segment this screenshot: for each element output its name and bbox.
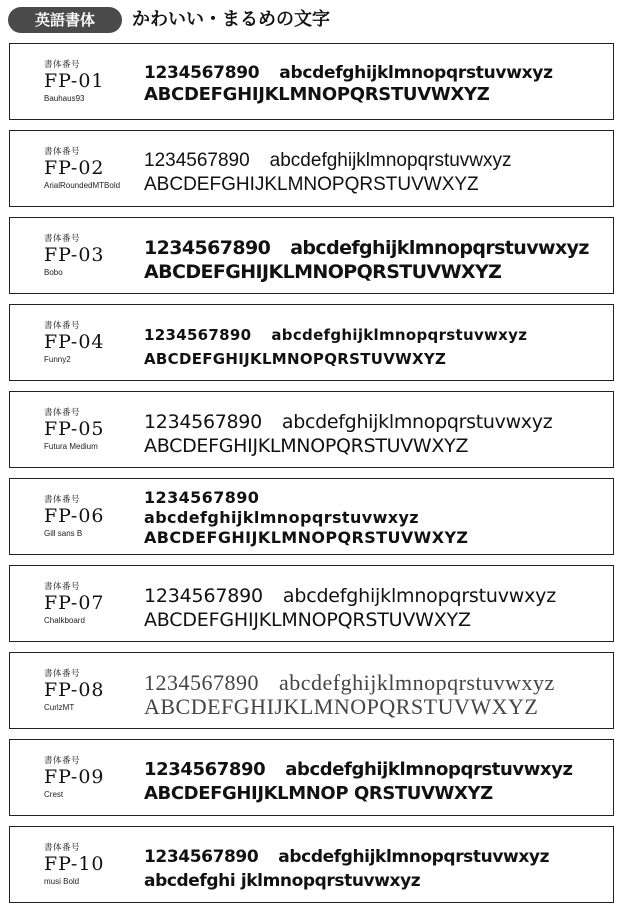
font-code: FP-10 [44,853,105,875]
digits-sample: 1234567890 [144,326,252,344]
font-name: Bobo [44,268,63,277]
digits-sample: 1234567890 [144,237,271,259]
lowercase-sample: abcdefghijklmnopqrstuvwxyz [278,847,550,867]
font-name: musi Bold [44,877,80,886]
font-meta [44,408,144,452]
lowercase-sample: abcdefghijklmnopqrstuvwxyz [281,411,553,433]
font-code: FP-08 [44,679,105,701]
digits-sample: 1234567890 [144,63,260,83]
font-number-label: 書体番号 [44,408,81,418]
lowercase-sample: abcdefghijklmnopqrstuvwxyz [290,237,589,259]
font-code: FP-07 [44,592,105,614]
font-sample-fp-04 [9,304,614,381]
font-meta [44,321,144,365]
font-number-label: 書体番号 [44,756,81,766]
font-meta [44,495,144,539]
font-number-label: 書体番号 [44,495,81,505]
uppercase-sample: ABCDEFGHIJKLMNOPQRSTUVWXYZ [144,528,469,547]
category-badge: 英語書体 [8,7,122,33]
page-header [8,6,608,34]
font-sample-text [144,671,609,719]
digits-sample: 1234567890 [144,488,260,507]
font-number-label: 書体番号 [44,582,81,592]
font-sample-text [144,488,609,548]
font-name: Bauhaus93 [44,94,85,103]
uppercase-sample: ABCDEFGHIJKLMNOP QRSTUVWXYZ [144,783,493,804]
font-meta [44,582,144,626]
font-sample-fp-06 [9,478,614,555]
digits-sample: 1234567890 [144,847,259,867]
section-title: かわいい・まるめの文字 [132,9,330,30]
font-name: Chalkboard [44,616,85,625]
uppercase-sample: ABCDEFGHIJKLMNOPQRSTUVWXYZ [144,261,502,283]
digits-sample: 1234567890 [144,670,259,695]
font-sample-fp-05 [9,391,614,468]
font-meta [44,60,144,104]
font-code: FP-04 [44,331,105,353]
font-sample-fp-09 [9,739,614,816]
uppercase-sample: ABCDEFGHIJKLMNOPQRSTUVWXYZ [144,694,539,719]
uppercase-sample: ABCDEFGHIJKLMNOPQRSTUVWXYZ [144,350,447,368]
uppercase-sample: ABCDEFGHIJKLMNOPQRSTUVWXYZ [144,84,490,105]
digits-sample: 1234567890 [144,759,266,780]
lowercase-sample: abcdefghijklmnopqrstuvwxyz [285,759,573,780]
font-code: FP-02 [44,157,105,179]
digits-sample: 1234567890 [144,585,263,607]
font-sample-text [144,236,609,284]
uppercase-sample: ABCDEFGHIJKLMNOPQRSTUVWXYZ [144,174,479,195]
lowercase-sample: abcdefghijklmnopqrstuvwxyz [269,150,512,171]
font-number-label: 書体番号 [44,321,81,331]
font-sample-fp-07 [9,565,614,642]
font-name: Gill sans B [44,529,83,538]
font-name: Crest [44,790,64,799]
font-sample-text [144,410,609,458]
font-number-label: 書体番号 [44,669,81,679]
font-meta [44,843,144,887]
uppercase-sample: ABCDEFGHIJKLMNOPQRSTUVWXYZ [144,609,471,631]
lowercase-sample: abcdefghijklmnopqrstuvwxyz [279,63,553,83]
font-sample-text [144,584,609,632]
font-sample-text [144,845,609,893]
font-code: FP-09 [44,766,105,788]
font-sample-fp-10 [9,826,614,903]
font-code: FP-03 [44,244,105,266]
font-name: Funny2 [44,355,71,364]
font-sample-text [144,149,609,197]
font-number-label: 書体番号 [44,60,81,70]
font-sample-list [9,43,614,913]
lowercase-sample: abcdefghijklmnopqrstuvwxyz [279,670,555,695]
font-meta [44,234,144,278]
font-code: FP-05 [44,418,105,440]
font-name: CurlzMT [44,703,75,712]
font-sample-fp-01 [9,43,614,120]
font-number-label: 書体番号 [44,147,81,157]
font-meta [44,147,144,191]
font-sample-fp-02 [9,130,614,207]
font-code: FP-01 [44,70,105,92]
uppercase-sample: ABCDEFGHIJKLMNOPQRSTUVWXYZ [144,435,469,457]
digits-sample: 1234567890 [144,411,262,433]
lowercase-sample: abcdefghijklmnopqrstuvwxyz [271,326,528,344]
font-sample-fp-08 [9,652,614,729]
font-sample-text [144,758,609,806]
font-number-label: 書体番号 [44,234,81,244]
font-meta [44,669,144,713]
font-sample-text [144,62,609,106]
font-sample-fp-03 [9,217,614,294]
font-code: FP-06 [44,505,105,527]
font-number-label: 書体番号 [44,843,81,853]
font-meta [44,756,144,800]
second-line-sample: abcdefghi jklmnopqrstuvwxyz [144,871,421,891]
lowercase-sample: abcdefghijklmnopqrstuvwxyz [282,585,556,607]
font-name: Futura Medium [44,442,98,451]
digits-sample: 1234567890 [144,150,250,171]
font-sample-text [144,323,609,371]
lowercase-sample: abcdefghijklmnopqrstuvwxyz [144,508,420,527]
font-name: ArialRoundedMTBold [44,181,121,190]
